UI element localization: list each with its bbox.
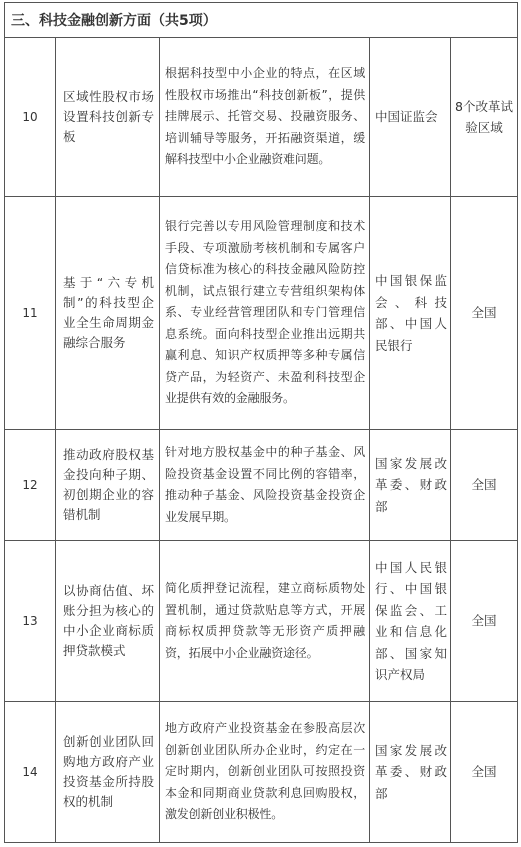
measure-name: 基于“六专机制”的科技型企业全生命周期金融综合服务 [56,197,160,430]
table-row [5,38,518,197]
measure-description: 根据科技型中小企业的特点，在区域性股权市场推出“科技创新板”，提供挂牌展示、托管交易、投融资服务、培训辅导等服务，开拓融资渠道，缓解科技型中小企业融资难问题。 [160,38,370,197]
row-number: 13 [5,541,56,702]
promotion-scope: 全国 [451,541,518,702]
measure-description: 简化质押登记流程，建立商标质物处置机制，通过贷款贴息等方式，开展商标权质押贷款等无形资产质押融资，拓展中小企业融资途径。 [160,541,370,702]
reform-measures-table [4,2,518,843]
row-number: 12 [5,430,56,541]
measure-name: 以协商估值、坏账分担为核心的中小企业商标质押贷款模式 [56,541,160,702]
responsible-department: 国家发展改革委、财政部 [370,430,451,541]
responsible-department: 中国证监会 [370,38,451,197]
responsible-department: 中国银保监会、科技部、中国人民银行 [370,197,451,430]
section-title: 三、科技金融创新方面（共5项） [5,3,518,38]
promotion-scope: 全国 [451,430,518,541]
promotion-scope: 8个改革试验区域 [451,38,518,197]
row-number: 11 [5,197,56,430]
responsible-department: 中国人民银行、中国银保监会、工业和信息化部、国家知识产权局 [370,541,451,702]
measure-name: 推动政府股权基金投向种子期、初创期企业的容错机制 [56,430,160,541]
row-number: 10 [5,38,56,197]
measure-name: 区域性股权市场设置科技创新专板 [56,38,160,197]
table-row [5,430,518,541]
measure-name: 创新创业团队回购地方政府产业投资基金所持股权的机制 [56,702,160,843]
measure-description: 银行完善以专用风险管理制度和技术手段、专项激励考核机制和专属客户信贷标准为核心的科技金融风险防控机制，试点银行建立专营组织架构体系、专业经营管理团队和专门管理信息系统。面向科技型企业推出远期共赢利息、知识产权质押等多种专属信贷产品，为轻资产、未盈利科技型企业提供有效的金融服务。 [160,197,370,430]
table-row [5,541,518,702]
promotion-scope: 全国 [451,702,518,843]
table-row [5,702,518,843]
responsible-department: 国家发展改革委、财政部 [370,702,451,843]
table-row [5,197,518,430]
measure-description: 针对地方股权基金中的种子基金、风险投资基金设置不同比例的容错率，推动种子基金、风险投资基金投资企业发展早期。 [160,430,370,541]
promotion-scope: 全国 [451,197,518,430]
row-number: 14 [5,702,56,843]
section-header-row [5,3,518,38]
measure-description: 地方政府产业投资基金在参股高层次创新创业团队所办企业时，约定在一定时期内，创新创业团队可按照投资本金和同期商业贷款利息回购股权，激发创新创业积极性。 [160,702,370,843]
